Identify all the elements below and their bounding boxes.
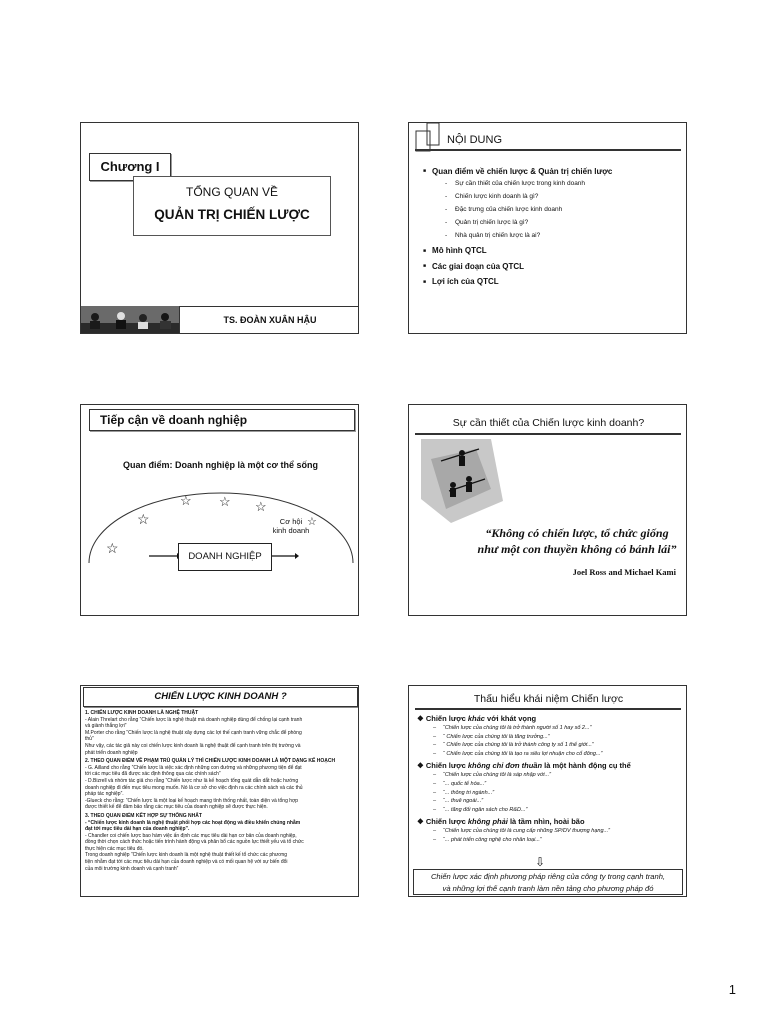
star-4-icon: ☆ bbox=[219, 494, 231, 509]
star-6-icon: ☆ bbox=[307, 516, 317, 528]
concept-example: – “ Chiến lược của chúng tôi là tạo ra siêu lợi nhuận cho cổ đông...” bbox=[433, 750, 603, 757]
meeting-photo bbox=[81, 306, 179, 334]
group-2-text-em: không chỉ đơn thuần bbox=[467, 761, 543, 771]
concept-example: – “ Chiến lược của chúng tôi là tăng trưởng...” bbox=[433, 733, 550, 740]
title-box bbox=[133, 176, 331, 236]
concept-example: – “... tăng đối ngân sách cho R&D...” bbox=[433, 806, 528, 813]
chapter-label: Chương I bbox=[100, 159, 160, 174]
square-bullet-icon: ■ bbox=[423, 168, 427, 175]
down-arrow-icon: ⇩ bbox=[535, 855, 546, 869]
section-2-line: được thiết kế để đảm bảo rằng các mục tiêu của doanh nghiệp sẽ được thực hiện. bbox=[85, 804, 268, 811]
contents-subitem: - Nhà quản trị chiến lược là ai? bbox=[445, 231, 541, 239]
business-box bbox=[178, 543, 272, 571]
section-1-line: M.Porter cho rằng “Chiến lược là nghệ thuật xây dựng các lợi thế cạnh tranh vững chắc để phòng bbox=[85, 729, 302, 736]
concept-example: – “Chiến lược của chúng tôi là cung cấp những SP/DV thượng hạng...” bbox=[433, 828, 610, 835]
heading-text: Tiếp cận về doanh nghiệp bbox=[100, 413, 248, 427]
section-1-line: Như vậy, các tác giả này coi chiến lược kinh doanh là nghệ thuật để cạnh tranh trên thị trường và bbox=[85, 742, 301, 749]
diamond-bullet-icon: ❖ bbox=[417, 714, 424, 723]
square-bullet-icon: ■ bbox=[423, 247, 427, 254]
group-3-text-b: là tầm nhìn, hoài bão bbox=[507, 817, 585, 827]
concept-example: – “... phát triển công nghệ cho nhân loại...” bbox=[433, 836, 542, 843]
contents-item-label: Mô hình QTCL bbox=[432, 246, 487, 256]
group-1-text-b: với khát vọng bbox=[484, 714, 537, 723]
title-line-1: TỔNG QUAN VỀ bbox=[185, 185, 278, 199]
contents-item-label: Quan điểm về chiến lược & Quản trị chiến lược bbox=[432, 167, 613, 176]
header-rule bbox=[415, 708, 681, 710]
heading-box bbox=[83, 687, 358, 707]
section-3-bold-1: - “Chiến lược kinh doanh là nghệ thuật phối hợp các hoạt động và điều khiển chúng nhằm bbox=[85, 819, 301, 826]
contents-item-label: Các giai đoạn của QTCL bbox=[432, 261, 525, 271]
slide-strategy-concept bbox=[408, 685, 687, 897]
page-number: 1 bbox=[728, 982, 736, 997]
section-3-line: tiện nhằm đạt tới các mục tiêu dài hạn của doanh nghiệp và có mối quan hệ với sự biến đổi bbox=[85, 859, 288, 866]
contents-list bbox=[423, 165, 681, 291]
section-2-line: - G. Ailland cho rằng “Chiến lược là việc xác định những con đường và những phương tiện để đạt bbox=[85, 764, 302, 771]
concept-example: – “... quốc tế hóa...” bbox=[433, 780, 487, 787]
viewpoint-text: Quan điểm: Doanh nghiệp là một cơ thể sống bbox=[123, 460, 318, 470]
section-3-line: Trong doanh nghiệp “Chiến lược kinh doanh là một nghệ thuật thiết kế tổ chức các phương bbox=[85, 852, 288, 859]
contents-item bbox=[423, 260, 681, 273]
section-3-bold-2: đạt tới mục tiêu dài hạn của doanh nghiệp”. bbox=[85, 826, 190, 833]
section-1-line: thủ” bbox=[85, 736, 94, 743]
quote-line-1: “Không có chiến lược, tổ chức giống bbox=[485, 526, 669, 540]
diamond-bullet-icon: ❖ bbox=[417, 817, 424, 827]
author-bar bbox=[179, 306, 359, 334]
quote bbox=[467, 525, 687, 557]
section-2-line: pháp tác nghiệp”. bbox=[85, 791, 124, 798]
diamond-bullet-icon: ❖ bbox=[417, 761, 424, 771]
section-3-line: thực hiện các mục tiêu đó. bbox=[85, 845, 144, 852]
opportunity-label bbox=[265, 517, 317, 535]
section-2-line: tới các mục tiêu đã được xác định thông qua các chính sách” bbox=[85, 771, 221, 778]
contents-item-label: Lợi ích của QTCL bbox=[432, 277, 499, 287]
contents-subitem: - Đặc trưng của chiến lược kinh doanh bbox=[445, 205, 563, 213]
concept-groups bbox=[417, 713, 685, 845]
concept-example: – “Chiến lược của chúng tôi là sáp nhập với...” bbox=[433, 772, 551, 779]
star-1-icon: ☆ bbox=[106, 540, 119, 556]
section-1-line: - Alain Threlart cho rằng “Chiến lược là nghệ thuật mà doanh nghiệp dùng để chống lại cạnh tranh bbox=[85, 716, 303, 723]
author-name: TS. ĐOÀN XUÂN HẬU bbox=[223, 315, 317, 325]
section-2-line: doanh nghiệp đi đến mục tiêu mong muốn. Nó là cơ sở cho việc định ra các chính sách và các thủ bbox=[85, 784, 303, 791]
group-1-text-a: Chiến lược bbox=[425, 714, 468, 723]
section-3-line: của môi trường kinh doanh và cạnh tranh” bbox=[85, 865, 179, 872]
heading-text: Thấu hiểu khái niệm Chiến lược bbox=[473, 693, 624, 705]
square-bullet-icon: ■ bbox=[423, 278, 427, 285]
header-rule bbox=[415, 149, 681, 151]
concept-example: – “... thuê ngoài...” bbox=[433, 798, 484, 805]
square-bullet-icon: ■ bbox=[423, 263, 427, 270]
climbers-illustration bbox=[421, 439, 503, 523]
group-2-heading bbox=[417, 760, 685, 771]
slide-chapter-title bbox=[80, 122, 359, 334]
group-3-text-em: không phải bbox=[467, 817, 508, 827]
opportunity-line-2: kinh doanh bbox=[272, 526, 310, 535]
section-2-line: -Glueck cho rằng: “Chiến lược là một loại kế hoạch mang tính thống nhất, toàn diện và tổng hợp bbox=[85, 797, 299, 804]
contents-heading: NỘI DUNG bbox=[447, 134, 502, 146]
summary-line-1: Chiến lược xác định phương pháp riêng của công ty trong cạnh tranh, bbox=[430, 872, 666, 881]
contents-subitem: - Quản trị chiến lược là gì? bbox=[445, 218, 529, 226]
section-3-line: - Chandler coi chiến lược bao hàm việc ấn định các mục tiêu dài hạn cơ bản của doanh nghiệp, bbox=[85, 832, 297, 839]
header-rule bbox=[415, 433, 681, 435]
title-line-2: QUẢN TRỊ CHIẾN LƯỢC bbox=[154, 207, 310, 222]
contents-subitem: - Sự cần thiết của chiến lược trong kinh doanh bbox=[445, 180, 586, 188]
concept-example: – “ Chiến lược của chúng tôi là trở thành công ty số 1 thế giới...” bbox=[433, 742, 594, 749]
heading-text: CHIẾN LƯỢC KINH DOANH ? bbox=[154, 691, 287, 702]
arc-diagram bbox=[81, 405, 359, 616]
contents-item bbox=[423, 165, 681, 242]
section-1-head: 1. CHIẾN LƯỢC KINH DOANH LÀ NGHỆ THUẬT bbox=[85, 710, 199, 716]
section-1-line: phát triển doanh nghiệp bbox=[85, 749, 138, 756]
contents-item bbox=[423, 244, 681, 257]
star-2-icon: ☆ bbox=[137, 511, 150, 527]
slide-contents bbox=[408, 122, 687, 334]
quote-line-2: như một con thuyền không có bánh lái” bbox=[477, 542, 677, 556]
section-3-head: 3. THEO QUAN ĐIỂM KẾT HỢP SỰ THỐNG NHẤT bbox=[85, 812, 202, 819]
concept-example: – “... thông tri ngành...” bbox=[433, 789, 495, 796]
group-2-text-a: Chiến lược bbox=[425, 761, 468, 771]
group-3-text-a: Chiến lược bbox=[425, 817, 468, 827]
star-5-icon: ☆ bbox=[255, 499, 267, 514]
slide-strategy-necessity bbox=[408, 404, 687, 616]
slide-business-strategy bbox=[80, 685, 359, 897]
group-2-text-b: là một hành động cụ thể bbox=[542, 761, 631, 771]
slide-business-approach bbox=[80, 404, 359, 616]
contents-subitem: - Chiến lược kinh doanh là gì? bbox=[445, 193, 539, 201]
heading-text: Sự cần thiết của Chiến lược kinh doanh? bbox=[452, 417, 645, 429]
star-3-icon: ☆ bbox=[180, 493, 192, 508]
section-3-line: đồng thời chọn cách thức hoặc tiến trình hành động và phân bổ các nguồn lực thiết yếu và tổ chức bbox=[85, 839, 304, 846]
summary-box bbox=[413, 869, 683, 895]
summary-line-2: và những lợi thế cạnh tranh làm nền tảng cho phương pháp đó bbox=[442, 883, 654, 893]
section-2-head: 2. THEO QUAN ĐIỂM VỀ PHẠM TRÙ QUẢN LÝ THÌ CHIẾN LƯỢC KINH DOANH LÀ MỘT DẠNG KẾ HOẠCH bbox=[85, 758, 336, 765]
quote-attribution: Joel Ross and Michael Kami bbox=[572, 567, 676, 577]
section-2-line: - D.Bizrell và nhóm tác giả cho rằng “Chiến lược như là kế hoạch tổng quát dẫn dắt hoặc hướng bbox=[85, 777, 299, 784]
opportunity-line-1: Cơ hội bbox=[279, 517, 303, 526]
contents-item bbox=[423, 275, 681, 288]
group-3-heading bbox=[417, 816, 685, 827]
group-1-text-em: khác bbox=[467, 714, 485, 723]
business-label: DOANH NGHIỆP bbox=[188, 551, 262, 562]
definitions-body bbox=[85, 710, 357, 872]
group-1-heading bbox=[417, 713, 685, 724]
section-1-line: và giành thắng lợi” bbox=[85, 723, 127, 730]
concept-example: – “Chiến lược của chúng tôi là trở thành người số 1 hay số 2...” bbox=[433, 725, 592, 731]
